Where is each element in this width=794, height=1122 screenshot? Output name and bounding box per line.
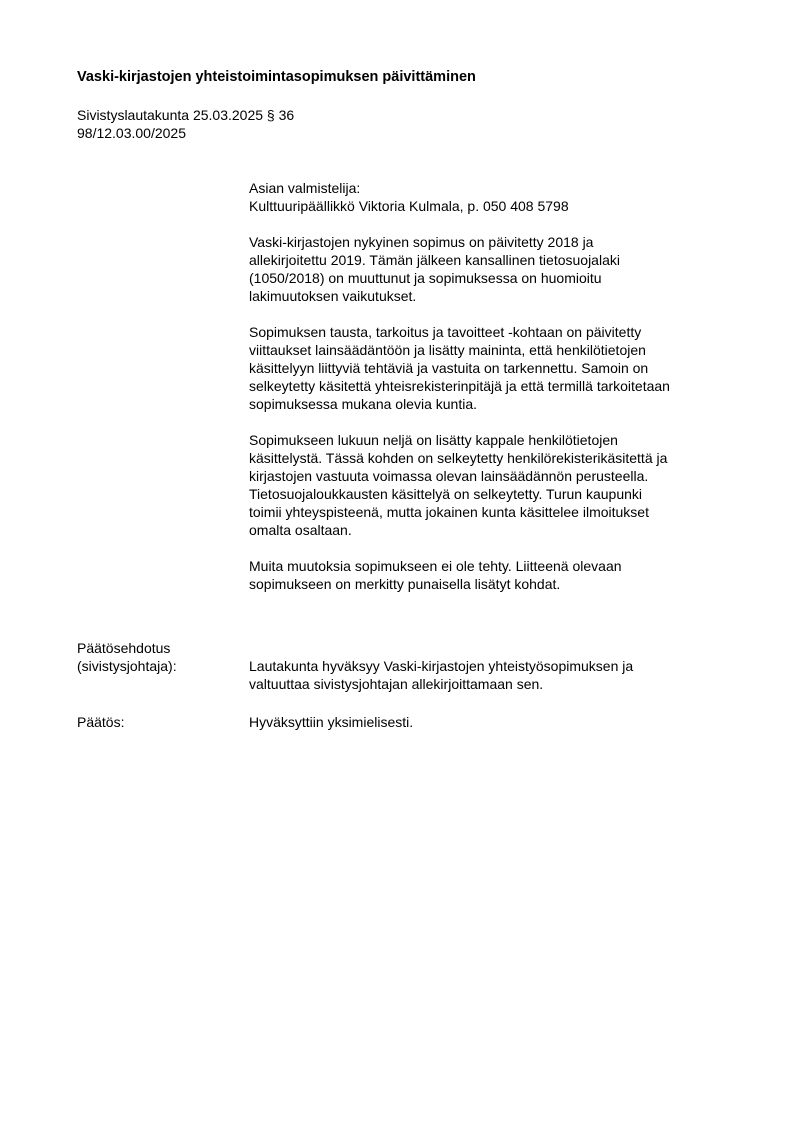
paragraph-line: (1050/2018) on muuttunut ja sopimuksessa on huomioitu: [249, 270, 602, 286]
paragraph: [249, 431, 719, 539]
document-title: Vaski-kirjastojen yhteistoimintasopimuksen päivittäminen: [77, 69, 476, 85]
paragraph-line: allekirjoitettu 2019. Tämän jälkeen kansallinen tietosuojalaki: [249, 252, 620, 268]
paragraph-line: Tietosuojaloukkausten käsittelyä on selkeytetty. Turun kaupunki: [249, 486, 642, 502]
meeting-line: Sivistyslautakunta 25.03.2025 § 36: [77, 107, 295, 123]
preparer-label: Asian valmistelija:: [249, 180, 361, 196]
decision: Hyväksyttiin yksimielisesti.: [249, 714, 414, 730]
paragraph-line: käsittelystä. Tässä kohden on selkeytetty henkilörekisterikäsitettä ja: [249, 450, 668, 466]
decision-label: Päätös:: [77, 714, 125, 730]
proposal-line: Lautakunta hyväksyy Vaski-kirjastojen yhteistyösopimuksen ja: [249, 658, 634, 674]
preparer: Kulttuuripäällikkö Viktoria Kulmala, p. 050 408 5798: [249, 198, 569, 214]
proposal-label-line1: Päätösehdotus: [77, 640, 171, 656]
paragraph: [249, 323, 719, 413]
paragraph-line: kirjastojen vastuuta voimassa olevan lainsäädännön perusteella.: [249, 468, 649, 484]
meeting-info: [77, 106, 294, 142]
paragraph-line: viittaukset lainsäädäntöön ja lisätty maininta, että henkilötietojen: [249, 342, 646, 358]
paragraph-line: selkeytetty käsitettä yhteisrekisterinpitäjä ja että termillä tarkoitetaan: [249, 378, 670, 394]
paragraph: [249, 233, 719, 305]
paragraph-line: lakimuutoksen vaikutukset.: [249, 288, 417, 304]
document-body: [249, 179, 719, 611]
record-number: 98/12.03.00/2025: [77, 125, 186, 141]
paragraph-line: Sopimukseen lukuun neljä on lisätty kappale henkilötietojen: [249, 432, 618, 448]
paragraph-line: sopimuksessa mukana olevia kuntia.: [249, 396, 478, 412]
paragraph-line: Vaski-kirjastojen nykyinen sopimus on päivitetty 2018 ja: [249, 234, 594, 250]
preparer-block: [249, 179, 719, 215]
proposal-label-line2: (sivistysjohtaja):: [77, 658, 177, 674]
paragraph-line: sopimukseen on merkitty punaisella lisätyt kohdat.: [249, 576, 561, 592]
proposal-line: valtuuttaa sivistysjohtajan allekirjoittamaan sen.: [249, 676, 544, 692]
paragraph-line: Muita muutoksia sopimukseen ei ole tehty. Liitteenä olevaan: [249, 558, 622, 574]
paragraph-line: käsittelyyn liittyviä tehtäviä ja vastuita on tarkennettu. Samoin on: [249, 360, 649, 376]
paragraph: [249, 557, 719, 593]
paragraph-line: omalta osaltaan.: [249, 522, 352, 538]
paragraph-line: Sopimuksen tausta, tarkoitus ja tavoitteet -kohtaan on päivitetty: [249, 324, 642, 340]
paragraph-line: toimii yhteyspisteenä, mutta jokainen kunta käsittelee ilmoitukset: [249, 504, 649, 520]
